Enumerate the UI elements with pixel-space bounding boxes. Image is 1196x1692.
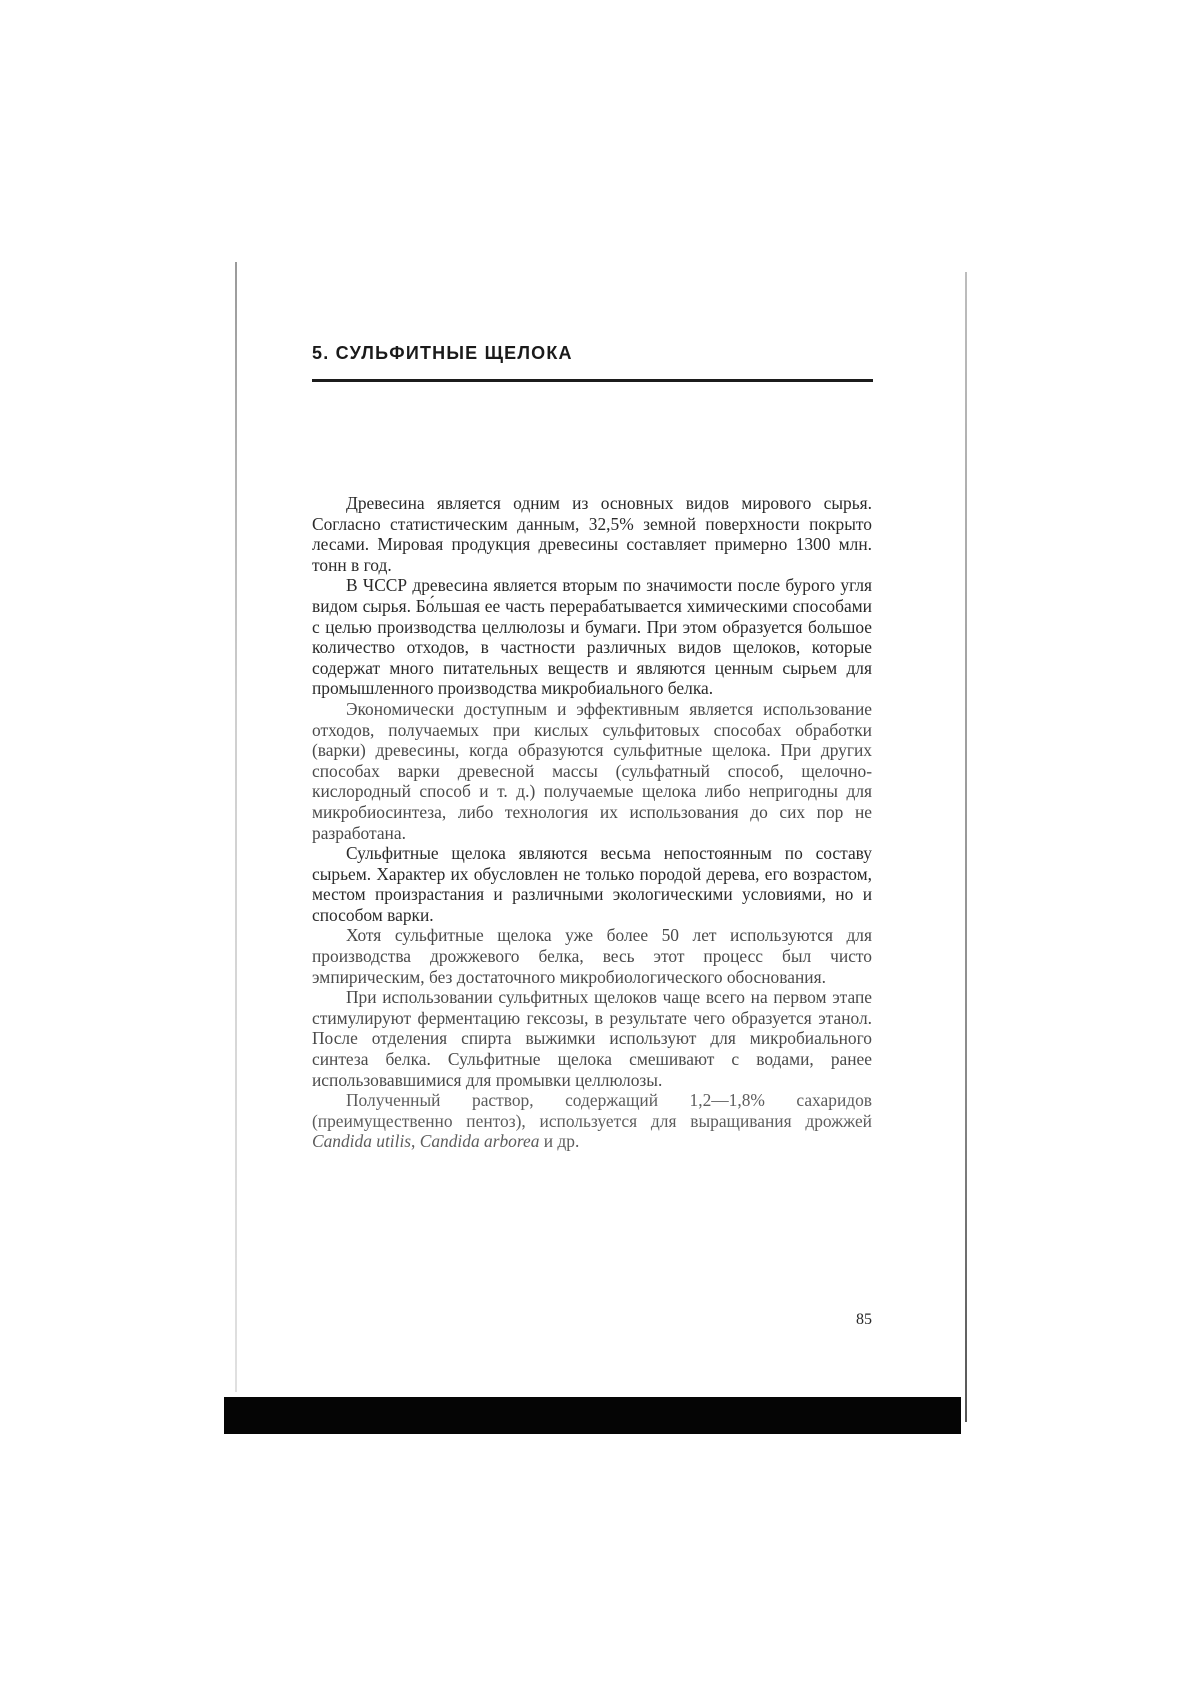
scan-shadow-bar: [224, 1397, 961, 1434]
paragraph-7-text: Полученный раствор, содержащий 1,2—1,8% сахаридов (преимущественно пентоз), используется для выращивания дрожжей: [312, 1090, 872, 1131]
paragraph-4: Сульфитные щелока являются весьма непостоянным по составу сырьем. Характер их обусловлен не только породой дерева, его возрастом, местом произрастания и различными экологическими условиями, но и способом варки.: [312, 843, 872, 925]
paragraph-2: В ЧССР древесина является вторым по значимости после бурого угля видом сырья. Бо́льшая ее часть перерабатывается химическими способами с целью производства целлюлозы и бумаги. При этом образуется большое количество отходов, в частности различных видов щелоков, которые содержат много питательных веществ и являются ценным сырьем для промышленного производства микробиального белка.: [312, 575, 872, 699]
scan-edge-right: [965, 272, 967, 1422]
scan-edge-left: [235, 262, 237, 1392]
heading-rule: [312, 379, 873, 382]
species-candida-arborea: Candida arborea: [419, 1131, 540, 1152]
paragraph-7: [312, 1090, 872, 1152]
paragraph-5: Хотя сульфитные щелока уже более 50 лет используются для производства дрожжевого белка, весь этот процесс был чисто эмпирическим, без достаточного микробиологического обоснования.: [312, 925, 872, 987]
paragraph-6: При использовании сульфитных щелоков чаще всего на первом этапе стимулируют ферментацию гексозы, в результате чего образуется этанол. После отделения спирта выжимки используют для микробиального синтеза белка. Сульфитные щелока смешивают с водами, ранее использовавшимися для промывки целлюлозы.: [312, 987, 872, 1090]
paragraph-1: Древесина является одним из основных видов мирового сырья. Согласно статистическим данным, 32,5% земной поверхности покрыто лесами. Мировая продукция древесины составляет примерно 1300 млн. тонн в год.: [312, 493, 872, 575]
species-candida-utilis: Candida utilis: [312, 1131, 412, 1152]
page-number: 85: [856, 1311, 872, 1328]
book-page: [312, 336, 872, 1328]
body-text: [312, 493, 872, 1152]
paragraph-3: Экономически доступным и эффективным является использование отходов, получаемых при кислых сульфитовых способах обработки (варки) древесины, когда образуются сульфитные щелока. При других способах варки древесной массы (сульфатный способ, щелочно-кислородный способ и т. д.) получаемые щелока либо непригодны для микробиосинтеза, либо технология их использования до сих пор не разработана.: [312, 698, 872, 843]
species-separator: ,: [411, 1131, 420, 1152]
paragraph-7-ending: и др.: [539, 1131, 580, 1152]
section-heading: 5. СУЛЬФИТНЫЕ ЩЕЛОКА: [312, 343, 573, 363]
